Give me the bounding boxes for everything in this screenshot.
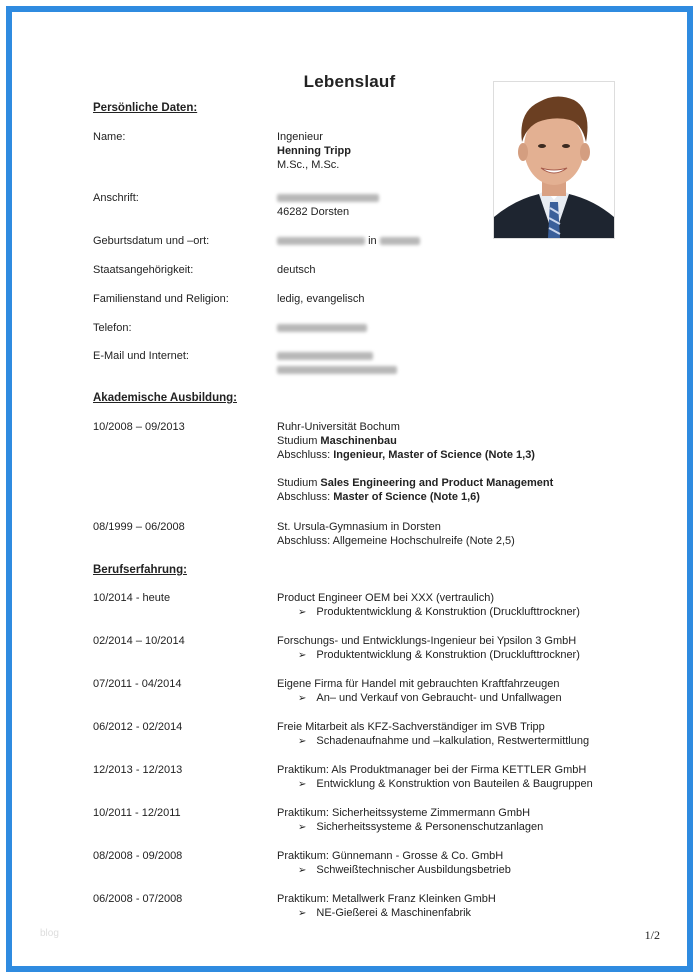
redacted-birthplace <box>380 237 420 245</box>
degree-2: Abschluss: Master of Science (Note 1,6) <box>277 491 480 503</box>
section-heading-experience: Berufserfahrung: <box>93 564 187 576</box>
school-degree: Abschluss: Allgemeine Hochschulreife (Note 2,5) <box>277 535 515 547</box>
email-label: E-Mail und Internet: <box>93 350 189 362</box>
address-value <box>277 191 379 219</box>
cv-page <box>12 12 687 966</box>
redacted-street <box>277 194 379 202</box>
citizenship-value: deutsch <box>277 264 316 276</box>
experience-date-1: 10/2014 - heute <box>93 592 171 604</box>
academic-entry-2 <box>277 520 515 548</box>
document-title: Lebenslauf <box>303 72 396 91</box>
academic-entry-1 <box>277 420 553 504</box>
experience-title-1: Product Engineer OEM bei XXX (vertraulich) <box>277 592 495 604</box>
experience-date-8: 06/2008 - 07/2008 <box>93 893 183 905</box>
experience-date-2: 02/2014 – 10/2014 <box>93 635 185 647</box>
redacted-birthdate <box>277 237 365 245</box>
birth-value <box>277 234 420 248</box>
study-1: Studium Maschinenbau <box>277 435 397 447</box>
experience-date-3: 07/2011 - 04/2014 <box>93 678 182 690</box>
experience-bullet-2: ➢ Produktentwicklung & Konstruktion (Drucklufttrockner) <box>298 649 580 661</box>
experience-bullet-6: ➢ Sicherheitssysteme & Personenschutzanlagen <box>298 821 543 833</box>
degree-1: Abschluss: Ingenieur, Master of Science (Note 1,3) <box>277 449 535 461</box>
name-value <box>277 130 351 172</box>
redacted-phone <box>277 324 367 332</box>
experience-date-7: 08/2008 - 09/2008 <box>93 850 183 862</box>
address-label: Anschrift: <box>93 192 139 204</box>
family-label: Familienstand und Religion: <box>93 293 229 305</box>
full-name: Henning Tripp <box>277 145 351 157</box>
name-label: Name: <box>93 131 126 143</box>
school: St. Ursula-Gymnasium in Dorsten <box>277 521 441 533</box>
experience-bullet-7: ➢ Schweißtechnischer Ausbildungsbetrieb <box>298 864 511 876</box>
experience-date-5: 12/2013 - 12/2013 <box>93 764 183 776</box>
redacted-email <box>277 352 373 360</box>
experience-title-2: Forschungs- und Entwicklungs-Ingenieur bei Ypsilon 3 GmbH <box>277 635 577 647</box>
experience-bullet-4: ➢ Schadenaufnahme und –kalkulation, Restwertermittlung <box>298 735 589 747</box>
experience-bullet-5: ➢ Entwicklung & Konstruktion von Bauteilen & Baugruppen <box>298 778 593 790</box>
page-number: 1/2 <box>644 928 660 942</box>
portrait-photo <box>493 81 615 239</box>
experience-date-4: 06/2012 - 02/2014 <box>93 721 183 733</box>
phone-value <box>277 321 367 335</box>
experience-title-3: Eigene Firma für Handel mit gebrauchten Kraftfahrzeugen <box>277 678 560 690</box>
section-heading-academic: Akademische Ausbildung: <box>93 392 237 404</box>
experience-bullet-3: ➢ An– und Verkauf von Gebraucht- und Unfallwagen <box>298 692 562 704</box>
watermark: blog <box>40 928 59 939</box>
experience-title-6: Praktikum: Sicherheitssysteme Zimmermann GmbH <box>277 807 531 819</box>
phone-label: Telefon: <box>93 322 132 334</box>
experience-bullet-1: ➢ Produktentwicklung & Konstruktion (Drucklufttrockner) <box>298 606 580 618</box>
family-value: ledig, evangelisch <box>277 293 365 305</box>
section-heading-personal: Persönliche Daten: <box>93 102 198 114</box>
experience-date-6: 10/2011 - 12/2011 <box>93 807 181 819</box>
experience-bullet-8: ➢ NE-Gießerei & Maschinenfabrik <box>298 907 471 919</box>
academic-date-2: 08/1999 – 06/2008 <box>93 521 185 533</box>
birth-label: Geburtsdatum und –ort: <box>93 235 210 247</box>
redacted-website <box>277 366 397 374</box>
degrees: M.Sc., M.Sc. <box>277 159 340 171</box>
citizenship-label: Staatsangehörigkeit: <box>93 264 194 276</box>
university: Ruhr-Universität Bochum <box>277 421 400 433</box>
experience-title-8: Praktikum: Metallwerk Franz Kleinken GmbH <box>277 893 496 905</box>
birth-in: in <box>368 235 377 247</box>
experience-title-7: Praktikum: Günnemann - Grosse & Co. GmbH <box>277 850 504 862</box>
address-city: 46282 Dorsten <box>277 206 350 218</box>
experience-title-4: Freie Mitarbeit als KFZ-Sachverständiger im SVB Tripp <box>277 721 545 733</box>
document-frame <box>6 6 693 972</box>
name-title: Ingenieur <box>277 131 323 143</box>
academic-date-1: 10/2008 – 09/2013 <box>93 421 185 433</box>
experience-title-5: Praktikum: Als Produktmanager bei der Firma KETTLER GmbH <box>277 764 587 776</box>
study-2: Studium Sales Engineering and Product Management <box>277 477 554 489</box>
email-value <box>277 349 397 377</box>
